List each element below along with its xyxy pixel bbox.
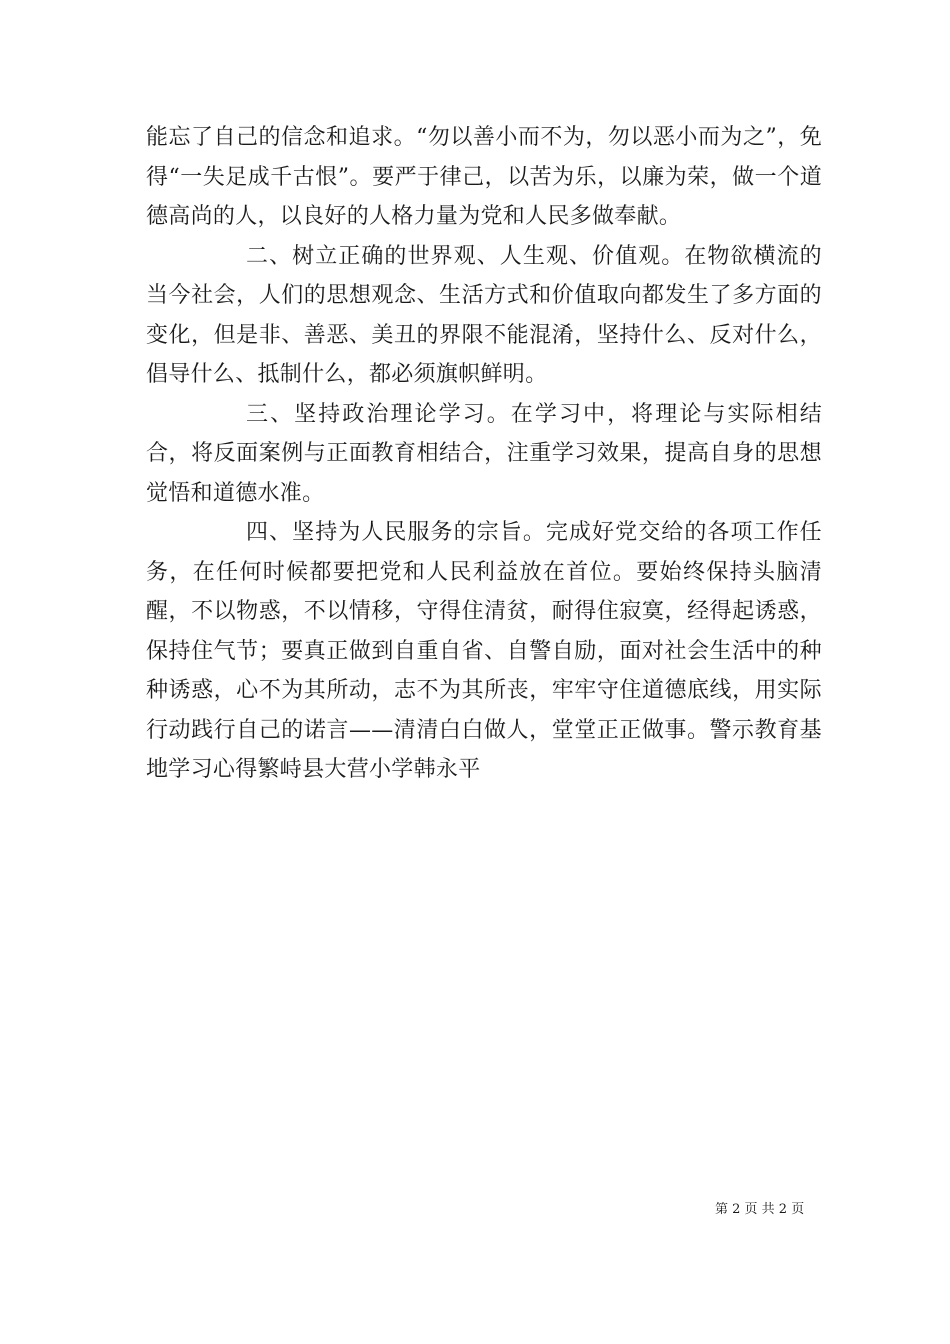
page-number-footer: 第 2 页 共 2 页: [715, 1202, 805, 1217]
paragraph-theory-study: 三、坚持政治理论学习。在学习中，将理论与实际相结合，将反面案例与正面教育相结合，注重学习效果，提高自身的思想觉悟和道德水准。: [146, 401, 822, 506]
paragraph-worldview: 二、树立正确的世界观、人生观、价值观。在物欲横流的当今社会，人们的思想观念、生活方式和价值取向都发生了多方面的变化，但是非、善恶、美丑的界限不能混淆，坚持什么、反对什么，倡导什么、抵制什么，都必须旗帜鲜明。: [146, 243, 822, 387]
document-body: [146, 118, 822, 790]
paragraph-serve-people: 四、坚持为人民服务的宗旨。完成好党交给的各项工作任务，在任何时候都要把党和人民利益放在首位。要始终保持头脑清醒，不以物惑，不以情移，守得住清贫，耐得住寂寞，经得起诱惑，保持住气节；要真正做到自重自省、自警自励，面对社会生活中的种种诱惑，心不为其所动，志不为其所丧，牢牢守住道德底线，用实际行动践行自己的诺言——清清白白做人，堂堂正正做事。警示教育基地学习心得繁峙县大营小学韩永平: [146, 520, 822, 782]
paragraph-continuation: 能忘了自己的信念和追求。“勿以善小而不为，勿以恶小而为之”，免得“一失足成千古恨”。要严于律己，以苦为乐，以廉为荣，做一个道德高尚的人，以良好的人格力量为党和人民多做奉献。: [146, 125, 822, 229]
